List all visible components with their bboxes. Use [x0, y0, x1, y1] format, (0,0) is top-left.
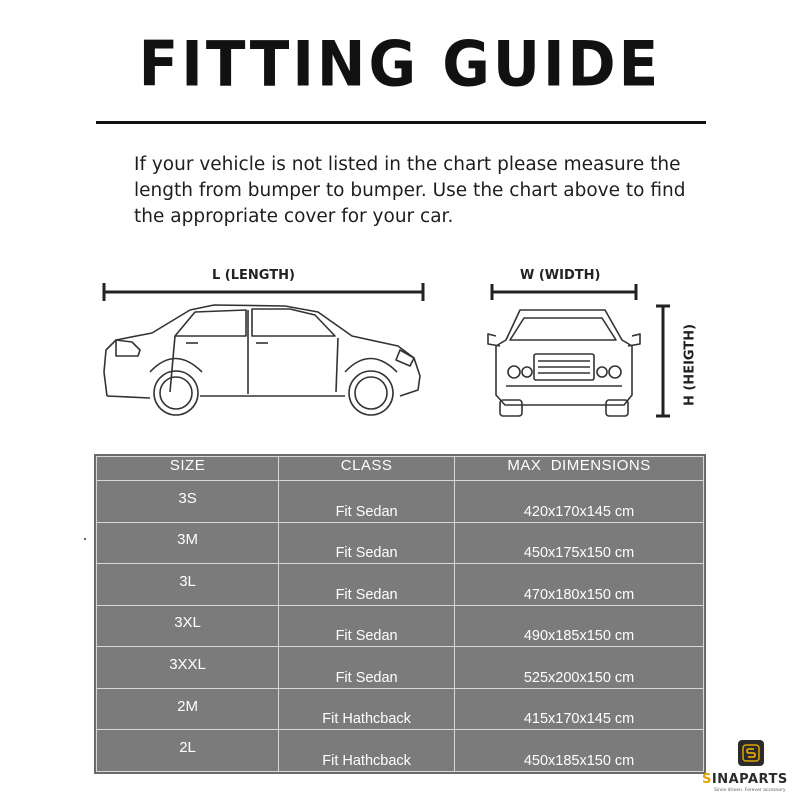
dimensions-cell: 450x185x150 cm: [455, 730, 704, 772]
table-row: [97, 564, 704, 606]
table-row: [97, 605, 704, 647]
class-cell: Fit Hathcback: [279, 730, 455, 772]
dimensions-cell: 470x180x150 cm: [455, 564, 704, 606]
length-label: L (LENGTH): [212, 268, 295, 283]
width-label: W (WIDTH): [520, 268, 601, 283]
table-row: [97, 730, 704, 772]
page-title: FITTING GUIDE: [138, 27, 662, 101]
size-cell: 2L: [97, 730, 279, 772]
table-row: [97, 481, 704, 523]
brand-logo-name: INAPARTS: [711, 772, 788, 787]
sedan-side-view-icon: [104, 305, 420, 415]
sinaparts-logo-icon: [738, 740, 764, 766]
intro-text: If your vehicle is not listed in the chart please measure the length from bumper to bumper. Use the chart above to find the appropriate cover for your car.: [134, 154, 686, 227]
table-row: [97, 647, 704, 689]
table-row: [97, 688, 704, 730]
size-cell: 3XXL: [97, 647, 279, 689]
dimensions-cell: 450x175x150 cm: [455, 522, 704, 564]
stray-dot: [84, 538, 86, 540]
size-cell: 2M: [97, 688, 279, 730]
size-cell: 3XL: [97, 605, 279, 647]
class-cell: Fit Sedan: [279, 647, 455, 689]
brand-logo-initial: S: [702, 772, 712, 787]
height-dimension-line: [656, 306, 670, 416]
size-table: [96, 456, 704, 772]
brand-tagline: Since driven. Forever accessory: [714, 788, 786, 793]
dimensions-cell: 525x200x150 cm: [455, 647, 704, 689]
length-dimension-line: [104, 283, 423, 301]
table-row: [97, 522, 704, 564]
dimensions-cell: 490x185x150 cm: [455, 605, 704, 647]
class-cell: Fit Sedan: [279, 605, 455, 647]
sedan-front-view-icon: [488, 310, 640, 416]
dimensions-cell: 420x170x145 cm: [455, 481, 704, 523]
size-table-container: [94, 454, 706, 774]
class-cell: Fit Sedan: [279, 522, 455, 564]
width-dimension-line: [492, 284, 636, 300]
header-size: SIZE: [97, 457, 279, 481]
size-cell: 3L: [97, 564, 279, 606]
header-class: CLASS: [279, 457, 455, 481]
class-cell: Fit Hathcback: [279, 688, 455, 730]
height-label: H (HEIGTH): [682, 323, 698, 407]
size-cell: 3M: [97, 522, 279, 564]
class-cell: Fit Sedan: [279, 564, 455, 606]
size-cell: 3S: [97, 481, 279, 523]
dimensions-cell: 415x170x145 cm: [455, 688, 704, 730]
table-header-row: [97, 457, 704, 481]
brand-logo: [702, 772, 788, 787]
class-cell: Fit Sedan: [279, 481, 455, 523]
header-max-dimensions: MAX DIMENSIONS: [455, 457, 704, 481]
